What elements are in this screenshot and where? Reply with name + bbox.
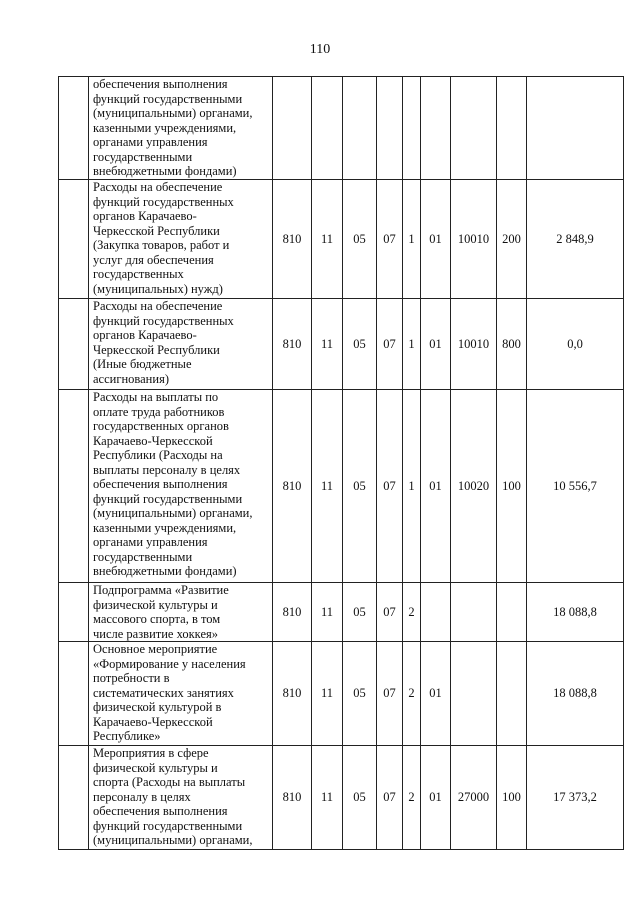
subprogram-code-cell: 2 <box>403 746 421 850</box>
description-line: услуг для обеспечения <box>93 252 214 267</box>
main-activity-code-cell: 01 <box>421 180 451 299</box>
amount-cell: 17 373,2 <box>527 746 624 850</box>
description-line: систематических занятиях <box>93 685 234 700</box>
description-line: Расходы на выплаты по <box>93 390 219 404</box>
description-line: «Формирование у населения <box>93 656 246 671</box>
subsection-code-cell: 05 <box>343 583 377 642</box>
amount-cell: 18 088,8 <box>527 583 624 642</box>
section-code-cell: 11 <box>312 583 343 642</box>
description-line: Карачаево-Черкесской <box>93 433 213 448</box>
row-number-cell <box>59 746 89 850</box>
department-code-cell: 810 <box>273 642 312 746</box>
main-activity-code-cell: 01 <box>421 642 451 746</box>
description-line: функций государственными <box>93 818 243 833</box>
amount-cell <box>527 77 624 180</box>
main-activity-code-cell <box>421 583 451 642</box>
description-line: функций государственных <box>93 313 234 328</box>
section-code-cell: 11 <box>312 642 343 746</box>
program-code-cell: 07 <box>377 746 403 850</box>
description-line: потребности в <box>93 671 170 685</box>
section-code-cell: 11 <box>312 299 343 390</box>
department-code-cell: 810 <box>273 390 312 583</box>
subsection-code-cell: 05 <box>343 180 377 299</box>
description-line: Карачаево-Черкесской <box>93 714 213 729</box>
department-code-cell: 810 <box>273 746 312 850</box>
description-line: функций государственными <box>93 91 243 106</box>
section-code-cell: 11 <box>312 390 343 583</box>
expense-direction-code-cell <box>451 642 497 746</box>
description-line: государственными <box>93 549 193 564</box>
description-line: Расходы на обеспечение <box>93 180 223 194</box>
page-number: 110 <box>309 42 331 57</box>
subprogram-code-cell: 1 <box>403 299 421 390</box>
amount-cell: 0,0 <box>527 299 624 390</box>
expense-direction-code-cell: 10010 <box>451 180 497 299</box>
description-line: выплаты персоналу в целях <box>93 462 241 477</box>
expense-direction-code-cell <box>451 583 497 642</box>
description-cell <box>89 390 273 583</box>
main-activity-code-cell: 01 <box>421 299 451 390</box>
description-line: физической культуры и <box>93 760 218 775</box>
description-line: (Закупка товаров, работ и <box>93 238 230 252</box>
expense-type-code-cell <box>497 642 527 746</box>
expense-direction-code-cell: 27000 <box>451 746 497 850</box>
description-line: Подпрограмма «Развитие <box>93 583 229 597</box>
description-line: физической культуры и <box>93 597 218 612</box>
description-line: физической культурой в <box>93 700 222 714</box>
row-number-cell <box>59 180 89 299</box>
section-code-cell <box>312 77 343 180</box>
expense-type-code-cell <box>497 77 527 180</box>
description-line: (муниципальными) органами, <box>93 106 253 120</box>
expense-type-code-cell: 200 <box>497 180 527 299</box>
program-code-cell: 07 <box>377 583 403 642</box>
table-row <box>59 77 624 180</box>
description-line: Основное мероприятие <box>93 642 218 656</box>
expense-type-code-cell: 800 <box>497 299 527 390</box>
description-line: (муниципальных) нужд) <box>93 281 223 296</box>
description-cell <box>89 746 273 850</box>
department-code-cell: 810 <box>273 180 312 299</box>
subprogram-code-cell: 2 <box>403 583 421 642</box>
description-line: персоналу в целях <box>93 789 191 804</box>
description-line: функций государственных <box>93 194 234 209</box>
amount-cell: 18 088,8 <box>527 642 624 746</box>
description-line: казенными учреждениями, <box>93 120 237 135</box>
description-cell <box>89 642 273 746</box>
program-code-cell: 07 <box>377 299 403 390</box>
main-activity-code-cell: 01 <box>421 746 451 850</box>
row-number-cell <box>59 299 89 390</box>
description-line: (муниципальными) органами, <box>93 506 253 520</box>
expense-type-code-cell: 100 <box>497 746 527 850</box>
description-line: органов Карачаево- <box>93 209 197 223</box>
subsection-code-cell: 05 <box>343 746 377 850</box>
table-row <box>59 583 624 642</box>
description-cell <box>89 299 273 390</box>
row-number-cell <box>59 390 89 583</box>
expense-type-code-cell: 100 <box>497 390 527 583</box>
description-line: числе развитие хоккея» <box>93 626 218 641</box>
table-row <box>59 390 624 583</box>
description-line: Расходы на обеспечение <box>93 299 223 313</box>
amount-cell: 10 556,7 <box>527 390 624 583</box>
subsection-code-cell <box>343 77 377 180</box>
program-code-cell: 07 <box>377 390 403 583</box>
department-code-cell <box>273 77 312 180</box>
description-line: обеспечения выполнения <box>93 77 228 91</box>
row-number-cell <box>59 642 89 746</box>
description-line: Республики (Расходы на <box>93 448 223 462</box>
row-number-cell <box>59 77 89 180</box>
description-line: (Иные бюджетные <box>93 357 192 371</box>
description-line: Республике» <box>93 729 161 743</box>
subprogram-code-cell: 1 <box>403 180 421 299</box>
budget-table <box>58 76 624 850</box>
subprogram-code-cell <box>403 77 421 180</box>
table-row <box>59 642 624 746</box>
subsection-code-cell: 05 <box>343 642 377 746</box>
description-line: органами управления <box>93 135 208 149</box>
expense-direction-code-cell: 10010 <box>451 299 497 390</box>
program-code-cell <box>377 77 403 180</box>
description-line: Черкесской Республики <box>93 342 220 357</box>
description-line: (муниципальными) органами, <box>93 833 253 847</box>
description-line: государственными <box>93 149 193 164</box>
subsection-code-cell: 05 <box>343 299 377 390</box>
section-code-cell: 11 <box>312 180 343 299</box>
description-line: массового спорта, в том <box>93 612 221 626</box>
description-line: ассигнования) <box>93 371 169 386</box>
description-line: спорта (Расходы на выплаты <box>93 775 246 789</box>
section-code-cell: 11 <box>312 746 343 850</box>
subsection-code-cell: 05 <box>343 390 377 583</box>
program-code-cell: 07 <box>377 642 403 746</box>
description-cell <box>89 77 273 180</box>
description-line: обеспечения выполнения <box>93 804 228 818</box>
amount-cell: 2 848,9 <box>527 180 624 299</box>
table-row <box>59 299 624 390</box>
department-code-cell: 810 <box>273 583 312 642</box>
description-line: внебюджетными фондами) <box>93 164 237 178</box>
description-line: обеспечения выполнения <box>93 477 228 491</box>
description-line: органами управления <box>93 535 208 549</box>
description-line: органов Карачаево- <box>93 328 197 342</box>
description-line: государственных <box>93 267 184 281</box>
subprogram-code-cell: 2 <box>403 642 421 746</box>
description-cell <box>89 583 273 642</box>
main-activity-code-cell <box>421 77 451 180</box>
row-number-cell <box>59 583 89 642</box>
description-line: Мероприятия в сфере <box>93 746 209 760</box>
description-line: государственных органов <box>93 419 229 433</box>
table-row <box>59 180 624 299</box>
program-code-cell: 07 <box>377 180 403 299</box>
expense-direction-code-cell: 10020 <box>451 390 497 583</box>
department-code-cell: 810 <box>273 299 312 390</box>
expense-direction-code-cell <box>451 77 497 180</box>
subprogram-code-cell: 1 <box>403 390 421 583</box>
description-line: внебюджетными фондами) <box>93 564 237 578</box>
expense-type-code-cell <box>497 583 527 642</box>
budget-table-body <box>59 77 624 850</box>
description-line: функций государственными <box>93 491 243 506</box>
description-line: оплате труда работников <box>93 404 225 419</box>
table-row <box>59 746 624 850</box>
description-line: Черкесской Республики <box>93 223 220 238</box>
description-cell <box>89 180 273 299</box>
description-line: казенными учреждениями, <box>93 520 237 535</box>
main-activity-code-cell: 01 <box>421 390 451 583</box>
